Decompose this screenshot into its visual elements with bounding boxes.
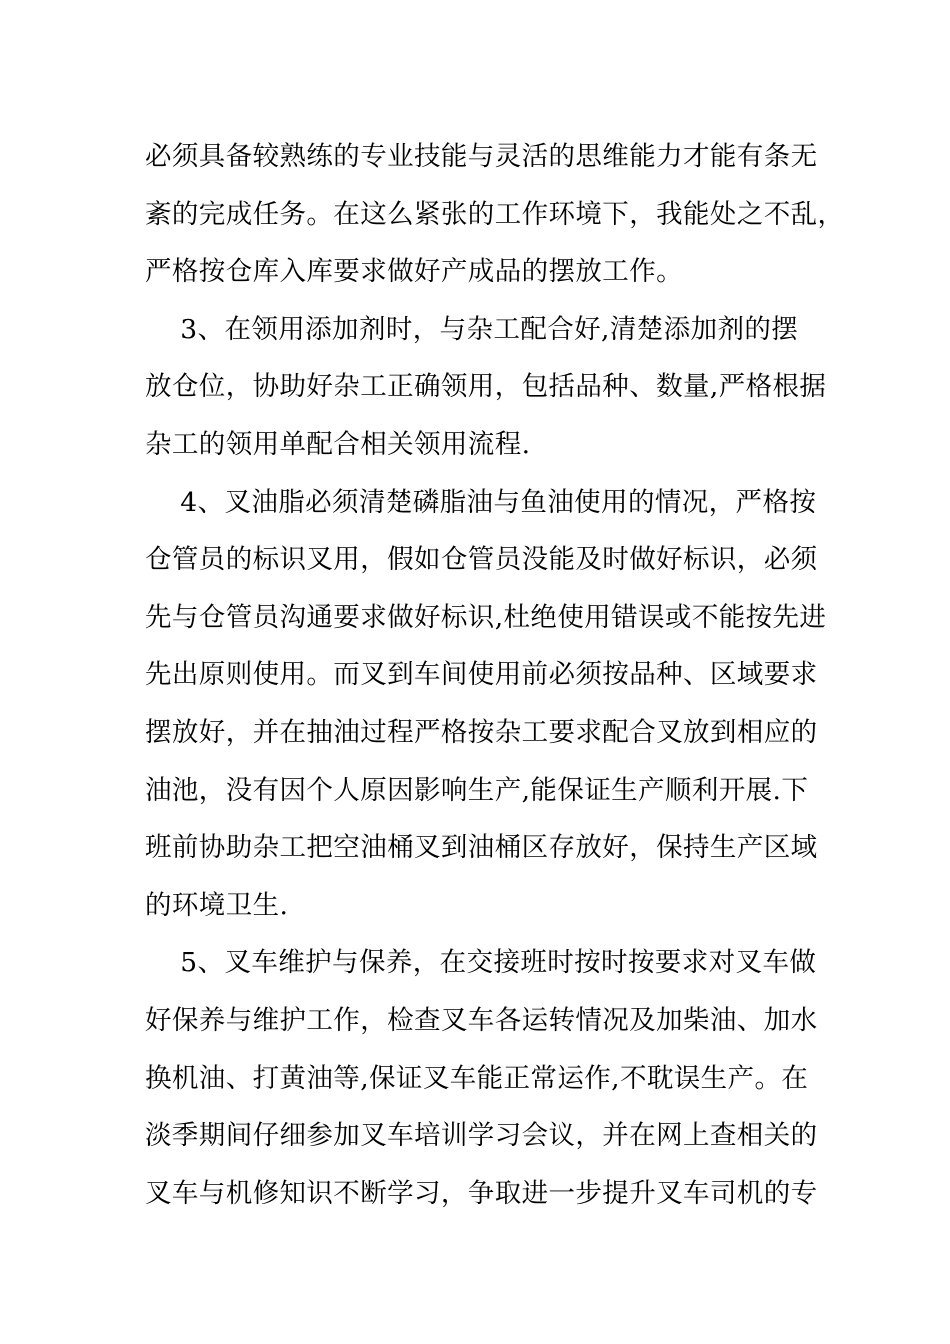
body-text — [145, 128, 845, 1222]
text-line: 摆放好，并在抽油过程严格按杂工要求配合叉放到相应的 — [145, 716, 818, 748]
text-line: 放仓位，协助好杂工正确领用，包括品种、数量,严格根据 — [145, 371, 827, 403]
text-line: 好保养与维护工作，检查叉车各运转情况及加柴油、加水 — [145, 1004, 818, 1036]
text-line: 的环境卫生. — [145, 889, 289, 921]
text-line: 必须具备较熟练的专业技能与灵活的思维能力才能有条无 — [145, 141, 818, 172]
text-line: 油池，没有因个人原因影响生产,能保证生产顺利开展.下 — [145, 774, 809, 806]
text-line: 淡季期间仔细参加叉车培训学习会议，并在网上查相关的 — [145, 1120, 818, 1152]
text-line: 4、叉油脂必须清楚磷脂油与鱼油使用的情况，严格按 — [145, 486, 817, 518]
text-line: 紊的完成任务。在这么紧张的工作环境下，我能处之不乱， — [145, 198, 845, 230]
text-line: 5、叉车维护与保养，在交接班时按时按要求对叉车做 — [145, 947, 817, 979]
text-line: 班前协助杂工把空油桶叉到油桶区存放好，保持生产区域 — [145, 832, 818, 864]
text-line: 3、在领用添加剂时，与杂工配合好,清楚添加剂的摆 — [145, 313, 799, 345]
text-line: 换机油、打黄油等,保证叉车能正常运作,不耽误生产。在 — [145, 1062, 809, 1094]
text-line: 严格按仓库入库要求做好产成品的摆放工作。 — [145, 256, 683, 288]
text-line: 先与仓管员沟通要求做好标识,杜绝使用错误或不能按先进 — [145, 601, 827, 633]
text-line: 先出原则使用。而叉到车间使用前必须按品种、区域要求 — [145, 659, 818, 691]
text-line: 杂工的领用单配合相关领用流程. — [145, 428, 531, 460]
text-line: 仓管员的标识叉用，假如仓管员没能及时做好标识，必须 — [145, 544, 818, 576]
text-line: 叉车与机修知识不断学习，争取进一步提升叉车司机的专 — [145, 1177, 818, 1209]
